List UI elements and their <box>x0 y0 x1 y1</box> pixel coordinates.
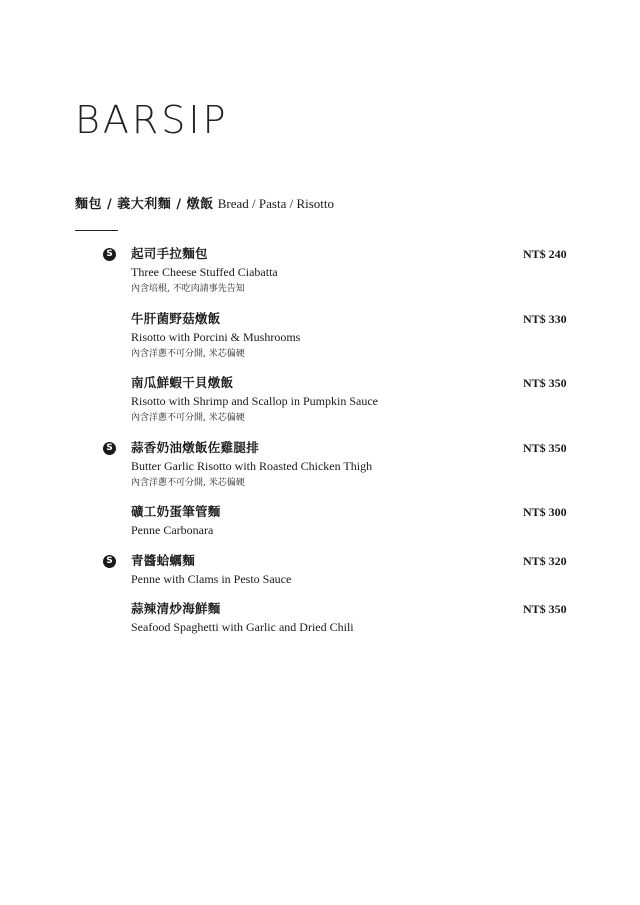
item-name-en: Butter Garlic Risotto with Roasted Chicken Thigh <box>131 459 373 473</box>
section-title-zh: 麵包 / 義大利麵 / 燉飯 <box>75 197 214 212</box>
item-note: 內含洋蔥不可分開, 米芯偏硬 <box>131 349 245 359</box>
signature-badge-icon: S <box>103 248 116 261</box>
item-name-zh: 起司手拉麵包 <box>131 246 208 261</box>
item-note: 內含洋蔥不可分開, 米芯偏硬 <box>131 478 245 488</box>
item-name-en: Risotto with Shrimp and Scallop in Pumpkin Sauce <box>131 394 378 408</box>
section-title <box>75 193 334 212</box>
item-name-zh: 蒜香奶油燉飯佐雞腿排 <box>131 440 260 455</box>
item-name-en: Seafood Spaghetti with Garlic and Dried Chili <box>131 620 354 634</box>
item-note: 內含洋蔥不可分開, 米芯偏硬 <box>131 413 245 423</box>
item-price: NT$ 350 <box>523 441 567 455</box>
item-name-en: Penne Carbonara <box>131 523 214 537</box>
menu-item <box>131 440 571 489</box>
menu-item <box>131 311 571 360</box>
menu-item <box>131 246 571 295</box>
item-price: NT$ 300 <box>523 505 567 519</box>
item-price: NT$ 330 <box>523 312 567 326</box>
item-price: NT$ 350 <box>523 376 567 390</box>
item-name-zh: 礦工奶蛋筆管麵 <box>131 504 221 519</box>
item-name-en: Risotto with Porcini & Mushrooms <box>131 330 301 344</box>
item-name-en: Three Cheese Stuffed Ciabatta <box>131 265 278 279</box>
section-title-en: Bread / Pasta / Risotto <box>217 196 335 211</box>
menu-item <box>131 553 571 587</box>
signature-badge-icon: S <box>103 442 116 455</box>
item-name-zh: 南瓜鮮蝦干貝燉飯 <box>131 375 234 390</box>
menu-item <box>131 375 571 424</box>
item-name-zh: 青醬蛤蠣麵 <box>131 553 196 568</box>
item-price: NT$ 240 <box>523 247 567 261</box>
item-note: 內含培根, 不吃肉請事先告知 <box>131 284 245 294</box>
item-price: NT$ 350 <box>523 602 567 616</box>
section-divider <box>75 230 118 231</box>
menu-item <box>131 601 571 635</box>
signature-badge-icon: S <box>103 555 116 568</box>
item-price: NT$ 320 <box>523 554 567 568</box>
item-name-zh: 蒜辣清炒海鮮麵 <box>131 601 221 616</box>
item-name-en: Penne with Clams in Pesto Sauce <box>131 572 292 586</box>
brand-logo: BARSIP <box>75 98 229 142</box>
item-name-zh: 牛肝菌野菇燉飯 <box>131 311 221 326</box>
menu-item <box>131 504 571 538</box>
